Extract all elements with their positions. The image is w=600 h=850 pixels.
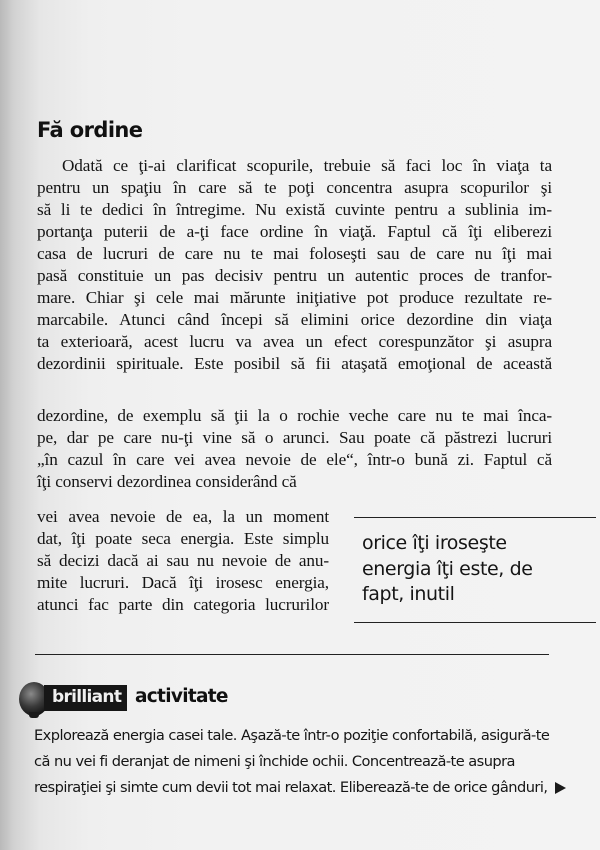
paragraph-line: îţi conservi dezordinea considerând că <box>37 472 297 491</box>
paragraph-line: dezordine, de exemplu să ţii la o rochie veche care nu te mai înca- <box>37 406 552 425</box>
paragraph-line: dat, îţi poate seca energia. Este simplu <box>37 529 329 548</box>
activity-line: că nu vei fi deranjat de nimeni şi închide ochii. Concentrează-te asupra <box>34 753 515 770</box>
paragraph-line: ta exterioară, acest lucru va avea un efect corespunzător şi asupra <box>37 332 552 351</box>
brilliant-tag: brilliant <box>44 685 127 711</box>
pull-quote-line: orice îţi iroseşte <box>362 532 507 554</box>
paragraph-line: mite lucruri. Dacă îţi irosesc energia, <box>37 573 329 592</box>
section-divider <box>35 654 549 655</box>
paragraph-line: Odată ce ţi-ai clarificat scopurile, trebuie să faci loc în viaţa ta <box>62 156 552 175</box>
triangle-right-icon <box>555 782 566 794</box>
activity-line: Explorează energia casei tale. Aşază-te într-o poziţie confortabilă, asigură-te <box>34 727 550 744</box>
bleed-through-text <box>50 4 54 21</box>
pull-quote-line: energia îţi este, de <box>362 558 533 580</box>
paragraph-line: portanţa puterii de a-ţi face ordine în viaţă. Faptul că îţi eliberezi <box>37 222 552 241</box>
activity-line: respiraţiei şi simte cum devii tot mai relaxat. Eliberează-te de orice gânduri, <box>34 779 548 796</box>
lightbulb-base-icon <box>29 712 39 718</box>
paragraph-line: pasă constituie un pas decisiv pentru un autentic proces de tranfor- <box>37 266 552 285</box>
pull-quote-line: fapt, inutil <box>362 583 455 605</box>
paragraph-line: mare. Chiar şi cele mai mărunte iniţiative pot produce rezultate re- <box>37 288 552 307</box>
section-heading: Fă ordine <box>37 118 143 142</box>
paragraph-line: pe, dar pe care nu-ţi vine să o arunci. Sau poate că păstrezi lucruri <box>37 428 552 447</box>
paragraph-line: pentru un spaţiu în care să te poţi concentra asupra scopurilor şi <box>37 178 552 197</box>
paragraph-line: casa de lucruri de care nu te mai foloseşti sau de care nu îţi mai <box>37 244 552 263</box>
paragraph-line: să decizi dacă ai sau nu nevoie de anu- <box>37 551 329 570</box>
paragraph-line: să li te dedici în întregime. Nu există cuvinte pentru a sublinia im- <box>37 200 552 219</box>
paragraph-line: vei avea nevoie de ea, la un moment <box>37 507 329 526</box>
paragraph-line: „în cazul în care vei avea nevoie de ele“, într-o bună zi. Faptul că <box>37 450 552 469</box>
paragraph-line: atunci fac parte din categoria lucrurilor <box>37 595 329 614</box>
paragraph-line: dezordinii spirituale. Este posibil să fii ataşată emoţional de această <box>37 354 552 373</box>
pull-quote-bottom-rule <box>354 622 596 623</box>
activity-title: activitate <box>135 686 228 707</box>
activity-header <box>17 678 277 718</box>
pull-quote-top-rule <box>354 517 596 518</box>
paragraph-line: marcabile. Atunci când începi să elimini orice dezordine din viaţa <box>37 310 552 329</box>
